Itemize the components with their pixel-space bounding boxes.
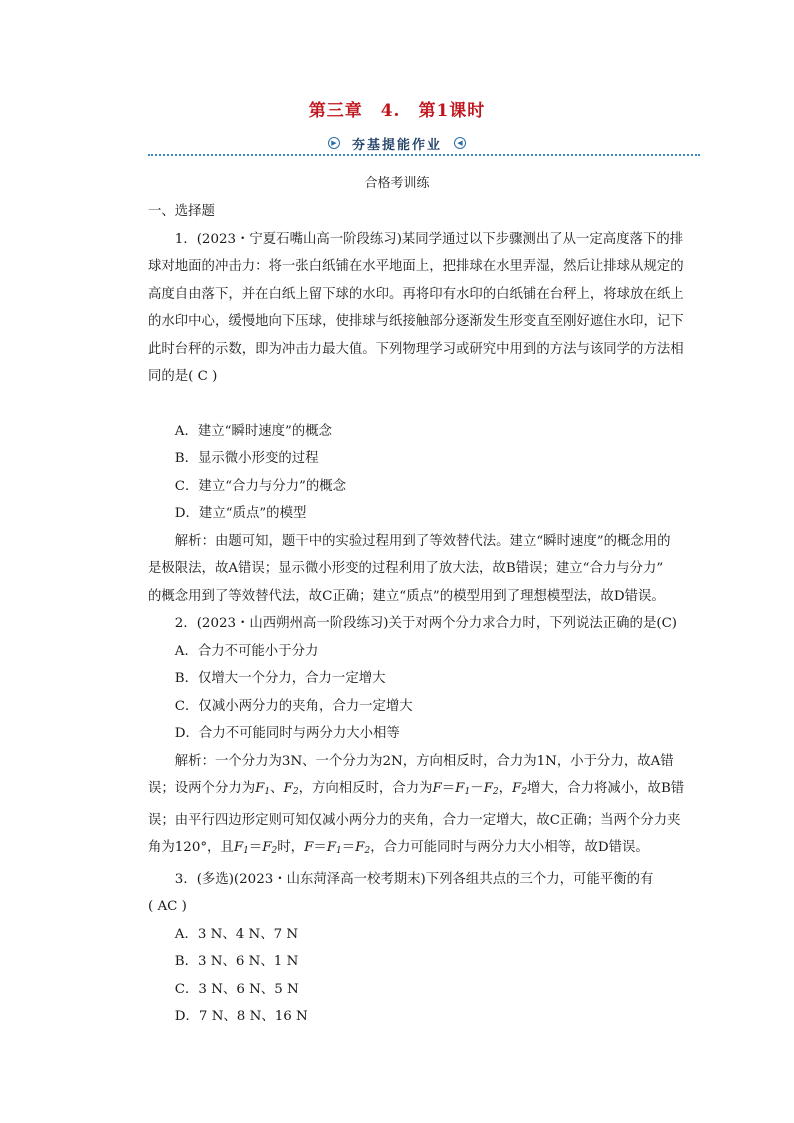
symbol-f2: $F_2$ (262, 840, 278, 856)
banner-label: 夯基提能作业 (351, 137, 442, 153)
q2-explanation-line: 误；由平行四边形定则可知仅减小两分力的夹角，合力一定增大，故C正确；当两个分力夹 (148, 812, 681, 828)
symbol-f2: $F_2$ (283, 781, 299, 797)
question-content (148, 198, 704, 1031)
text-run: 时， (277, 840, 305, 855)
text-run: 误；设两个分力为 (148, 781, 256, 796)
q1-explanation-line: 是极限法，故A错误；显示微小形变的过程利用了放大法，故B错误；建立“合力与分力” (148, 561, 664, 576)
q2-option-b: B．仅增大一个分力，合力一定增大 (174, 671, 386, 686)
q2-explanation-line: 角为120°，且$F_1=F_2$时，$F=F_1=F_2$，合力可能同时与两分力大小相等，故D错误。 (148, 840, 649, 856)
text-run: 增大，合力将减小，故B错 (527, 781, 685, 796)
q3-option-b: B．3 N、6 N、1 N (174, 954, 299, 969)
q1-explanation-line: 解析：由题可知，题干中的实验过程用到了等效替代法。建立“瞬时速度”的概念用的 (174, 533, 671, 549)
q2-option-d: D．合力不可能同时与两分力大小相等 (174, 726, 400, 741)
q2-stem-line: 2．(2023・山西朔州高一阶段练习)关于对两个分力求合力时，下列说法正确的是(C) (174, 616, 678, 631)
q3-stem-line: 3．(多选)(2023・山东菏泽高一校考期末)下列各组共点的三个力，可能平衡的有 (174, 871, 654, 887)
q3-option-c: C．3 N、6 N、5 N (174, 981, 299, 997)
q1-option-a: A．建立“瞬时速度”的概念 (174, 423, 333, 439)
symbol-f2: $F_2$ (355, 840, 371, 856)
dotted-divider (148, 154, 700, 156)
text-run: 角为120°，且 (148, 840, 234, 855)
q1-option-c: C．建立“合力与分力”的概念 (174, 478, 347, 494)
section-title: 合格考训练 (364, 176, 430, 191)
text-run: ，方向相反时，合力为 (298, 781, 433, 796)
q1-explanation-line: 的概念用到了等效替代法，故C正确；建立“质点”的模型用到了理想模型法，故D错误。 (148, 588, 665, 604)
q3-option-a: A．3 N、4 N、7 N (174, 926, 299, 942)
q2-option-a: A．合力不可能小于分力 (174, 643, 319, 659)
q1-option-d: D．建立“质点”的模型 (174, 506, 307, 521)
homework-banner (0, 132, 794, 154)
play-right-icon: ▶ (328, 137, 340, 149)
q1-stem-line: 球对地面的冲击力：将一张白纸铺在水平地面上，把排球在水里弄湿，然后让排球从规定的 (148, 259, 684, 274)
formula-resultant: F (432, 781, 442, 796)
q1-option-b: B．显示微小形变的过程 (174, 451, 319, 466)
part-heading: 一、选择题 (148, 204, 215, 219)
q2-explanation-line: 解析：一个分力为3N、一个分力为2N，方向相反时，合力为1N，小于分力，故A错 (174, 753, 674, 769)
symbol-f1: $F_1$ (255, 781, 271, 797)
symbol-f2: $F_2$ (512, 781, 528, 797)
q2-option-c: C．仅减小两分力的夹角，合力一定增大 (174, 698, 413, 714)
symbol-f2: $F_2$ (483, 781, 499, 797)
chapter-title: 第三章 4. 第1课时 (308, 101, 486, 121)
q2-explanation-line: 误；设两个分力为$F_1$、$F_2$，方向相反时，合力为$F=F_1-F_2$，$F_2$增大，合力将减小，故B错 (148, 781, 685, 797)
q3-option-d: D．7 N、8 N、16 N (174, 1009, 308, 1024)
q3-stem-line: ( AC ) (148, 899, 187, 914)
symbol-f1: $F_1$ (455, 781, 471, 797)
text-run: ，合力可能同时与两分力大小相等，故D错误。 (370, 840, 649, 855)
q1-stem-line: 同的是( C ) (148, 369, 218, 384)
play-left-icon: ◀ (454, 137, 466, 149)
formula-resultant: F (304, 840, 314, 855)
q1-stem-line: 1．(2023・宁夏石嘴山高一阶段练习)某同学通过以下步骤测出了从一定高度落下的排 (174, 231, 684, 247)
symbol-f1: $F_1$ (326, 840, 342, 856)
q1-stem-line: 的水印中心，缓慢地向下压球，使排球与纸接触部分逐渐发生形变直至刚好遮住水印，记下 (148, 314, 684, 329)
symbol-f1: $F_1$ (233, 840, 249, 856)
text-run: 、 (270, 781, 284, 796)
q1-stem-line: 此时台秤的示数，即为冲击力最大值。下列物理学习或研究中用到的方法与该同学的方法相 (148, 341, 684, 357)
spacer (148, 391, 704, 418)
q1-stem-line: 高度自由落下，并在白纸上留下球的水印。再将印有水印的白纸铺在台秤上，将球放在纸上 (148, 286, 684, 302)
